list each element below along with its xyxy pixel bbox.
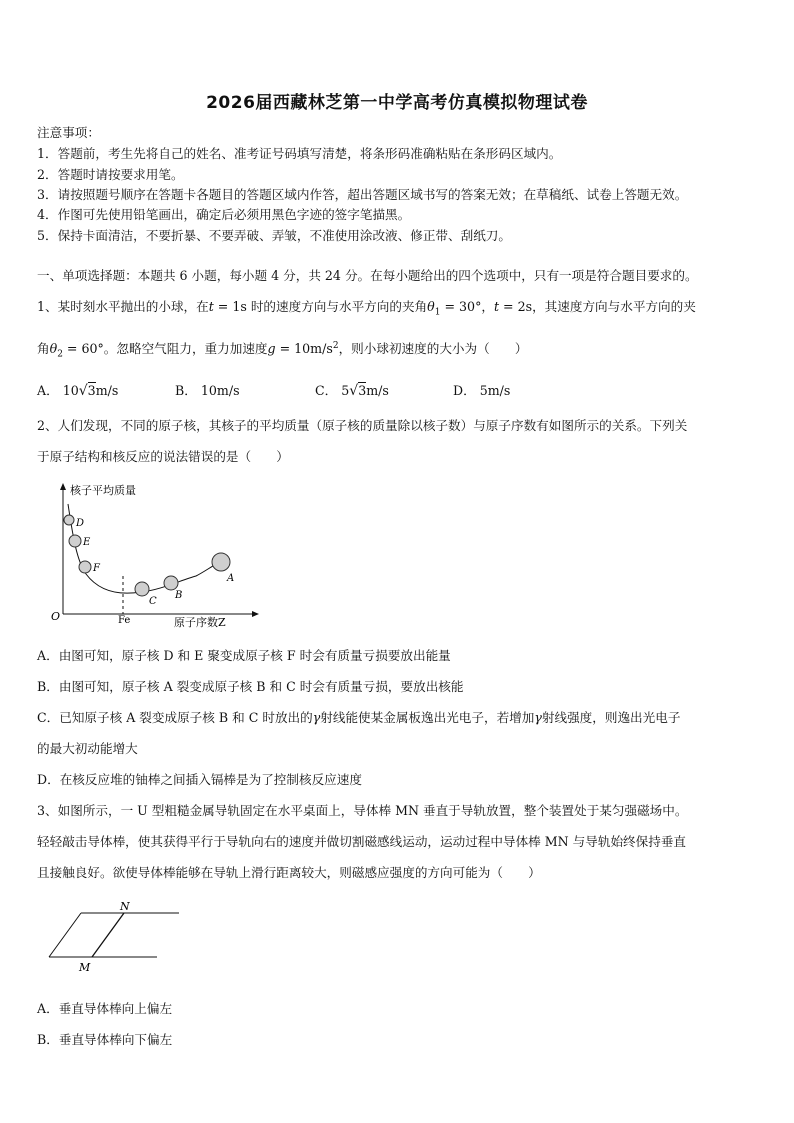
label-n: N — [120, 900, 130, 913]
point-b — [164, 576, 178, 590]
option-a: A． 10√3m/s — [37, 383, 119, 399]
point-d — [64, 515, 74, 525]
option-d: D． 5m/s — [453, 383, 511, 398]
option-b: B． 10m/s — [175, 383, 240, 398]
point-b-label: B — [175, 590, 183, 601]
question-3-line-1: 3、如图所示，一 U 型粗糙金属导轨固定在水平桌面上，导体棒 MN 垂直于导轨放置，整个装置处于某匀强磁场中。 — [37, 803, 688, 818]
question-3-line-2: 轻轻敲击导体棒，使其获得平行于导轨向右的速度并做切割磁感线运动，运动过程中导体棒 MN 与导轨始终保持垂直 — [37, 834, 687, 849]
q2-option-d: D．在核反应堆的铀棒之间插入镉棒是为了控制核反应速度 — [37, 772, 362, 787]
page-title: 2026届西藏林芝第一中学高考仿真模拟物理试卷 — [206, 93, 588, 113]
notice-item: 1．答题前，考生先将自己的姓名、准考证号码填写清楚，将条形码准确粘贴在条形码区域内。 — [37, 146, 562, 161]
notice-item: 2．答题时请按要求用笔。 — [37, 167, 184, 182]
q2-option-c-line-2: 的最大初动能增大 — [37, 741, 138, 756]
notice-item: 4．作图可先使用铅笔画出，确定后必须用黑色字迹的签字笔描黑。 — [37, 207, 411, 222]
fe-label: Fe — [118, 615, 131, 626]
point-e — [69, 535, 81, 547]
question-1-line-1: 1、某时刻水平抛出的小球，在t = 1s 时的速度方向与水平方向的夹角$\theta_1 = 30^\circ$，t = 2s，其速度方向与水平方向的夹 — [37, 299, 696, 318]
mass-curve — [68, 504, 220, 593]
point-c — [135, 582, 149, 596]
q2-option-a: A．由图可知，原子核 D 和 E 聚变成原子核 F 时会有质量亏损要放出能量 — [37, 648, 451, 663]
question-2-line-1: 2、人们发现，不同的原子核，其核子的平均质量（原子核的质量除以核子数）与原子序数有如图所示的关系。下列关 — [37, 418, 688, 433]
point-f — [79, 561, 91, 573]
point-a — [212, 553, 230, 571]
section-heading: 一、单项选择题：本题共 6 小题，每小题 4 分，共 24 分。在每小题给出的四个选项中，只有一项是符合题目要求的。 — [37, 268, 698, 283]
q3-option-b: B．垂直导体棒向下偏左 — [37, 1032, 173, 1047]
point-e-label: E — [83, 537, 91, 548]
option-c: C． 5√3m/s — [315, 383, 389, 399]
question-1-line-2: 角$\theta_2 = 60^\circ$。忽略空气阻力，重力加速度$g = 10m/s^2$，则小球初速度的大小为（ ） — [37, 340, 528, 360]
question-2-line-2: 于原子结构和核反应的说法错误的是（ ） — [37, 449, 289, 464]
y-axis-label: 核子平均质量 — [70, 484, 136, 497]
q2-option-c-line-1: C．已知原子核 A 裂变成原子核 B 和 C 时放出的γ射线能使某金属板逸出光电子，若增加γ射线强度，则逸出光电子 — [37, 710, 681, 725]
conductor-rod-mn — [92, 913, 124, 957]
point-f-label: F — [93, 563, 100, 574]
q2-option-b: B．由图可知，原子核 A 裂变成原子核 B 和 C 时会有质量亏损，要放出核能 — [37, 679, 464, 694]
point-d-label: D — [76, 518, 85, 529]
q3-option-a: A．垂直导体棒向上偏左 — [37, 1001, 173, 1016]
notice-item: 3．请按照题号顺序在答题卡各题目的答题区域内作答，超出答题区域书写的答案无效；在草稿纸、试卷上答题无效。 — [37, 187, 688, 202]
notice-item: 5．保持卡面清洁，不要折暴、不要弄破、弄皱，不准使用涂改液、修正带、刮纸刀。 — [37, 228, 511, 243]
question-3-line-3: 且接触良好。欲使导体棒能够在导轨上滑行距离较大，则磁感应强度的方向可能为（ ） — [37, 865, 541, 880]
nucleon-mass-graph — [46, 480, 266, 630]
left-rail — [49, 913, 81, 957]
point-c-label: C — [149, 596, 157, 607]
origin-label: O — [51, 610, 61, 623]
notice-heading: 注意事项： — [37, 125, 100, 140]
point-a-label: A — [227, 573, 235, 584]
x-axis-label: 原子序数Z — [174, 616, 226, 629]
label-m: M — [79, 961, 91, 974]
rail-diagram — [44, 898, 189, 978]
